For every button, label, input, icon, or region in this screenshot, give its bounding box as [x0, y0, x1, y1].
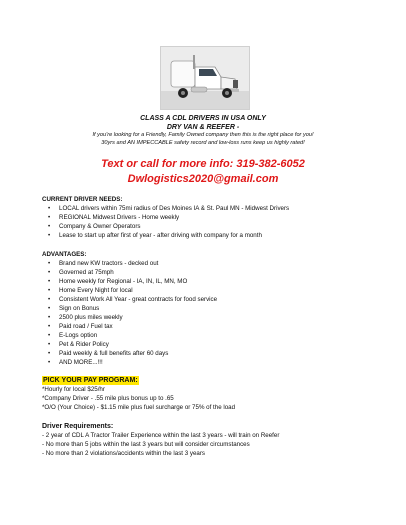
flyer-headline-block — [0, 114, 406, 132]
headline: CLASS A CDL DRIVERS IN USA ONLY — [140, 115, 266, 122]
list-item: • Company & Owner Operators — [42, 222, 289, 231]
contact-phone[interactable]: Text or call for more info: 319-382-6052 — [101, 158, 305, 170]
list-item: • Paid road / Fuel tax — [42, 322, 217, 331]
list-item: • Governed at 75mph — [42, 268, 217, 277]
tagline-line-2: 30yrs and AN IMPECCABLE safety record and low-loss runs keep us highly rated! — [101, 139, 305, 146]
tagline-line-1: If you're looking for a Friendly, Family Owned company then this is the right place for you! — [92, 132, 314, 138]
list-item: • Sign on Bonus — [42, 304, 217, 313]
advantages-title: ADVANTAGES: — [42, 251, 87, 258]
list-item: • Consistent Work All Year - great contracts for food service — [42, 295, 217, 304]
requirement-line: - No more than 5 jobs within the last 3 years but will consider circumstances — [42, 441, 250, 448]
subheadline: DRY VAN & REEFER - — [166, 124, 240, 131]
advantages-list — [42, 259, 217, 367]
list-item: • Home weekly for Regional - IA, IN, IL, MN, MO — [42, 277, 217, 286]
list-item: • Home Every Night for local — [42, 286, 217, 295]
pay-program-section — [42, 376, 235, 412]
list-item: • E-Logs option — [42, 331, 217, 340]
pay-program-title: PICK YOUR PAY PROGRAM: — [43, 377, 138, 384]
list-item: • Pet & Rider Policy — [42, 340, 217, 349]
list-item: • AND MORE...!!! — [42, 358, 217, 367]
tagline-block — [0, 132, 406, 147]
list-item: • REGIONAL Midwest Drivers - Home weekly — [42, 213, 289, 222]
list-item: • 2500 plus miles weekly — [42, 313, 217, 322]
list-item: • Paid weekly & full benefits after 60 days — [42, 349, 217, 358]
list-item: • LOCAL drivers within 75mi radius of Des Moines IA & St. Paul MN - Midwest Drivers — [42, 204, 289, 213]
pay-line: *Hourly for local $25/hr — [42, 386, 105, 393]
driver-requirements-title: Driver Requirements: — [42, 423, 114, 430]
driver-needs-list — [42, 204, 289, 240]
requirement-line: - No more than 2 violations/accidents within the last 3 years — [42, 450, 206, 457]
driver-requirements-section — [42, 422, 279, 458]
driver-needs-section — [42, 195, 289, 240]
list-item: • Brand new KW tractors - decked out — [42, 259, 217, 268]
driver-needs-title: CURRENT DRIVER NEEDS: — [42, 196, 123, 203]
truck-photo — [160, 46, 250, 110]
list-item: • Lease to start up after first of year - after driving with company for a month — [42, 231, 289, 240]
contact-block — [0, 157, 406, 187]
advantages-section — [42, 250, 217, 367]
pay-line: *Company Driver - .55 mile plus bonus up to .65 — [42, 395, 174, 402]
pay-line: *O/O (Your Choice) - $1.15 mile plus fuel surcharge or 75% of the load — [42, 404, 236, 411]
contact-email[interactable]: Dwlogistics2020@gmail.com — [127, 173, 279, 185]
requirement-line: - 2 year of CDL A Tractor Trailer Experience within the last 3 years - will train on Reefer — [42, 432, 280, 439]
